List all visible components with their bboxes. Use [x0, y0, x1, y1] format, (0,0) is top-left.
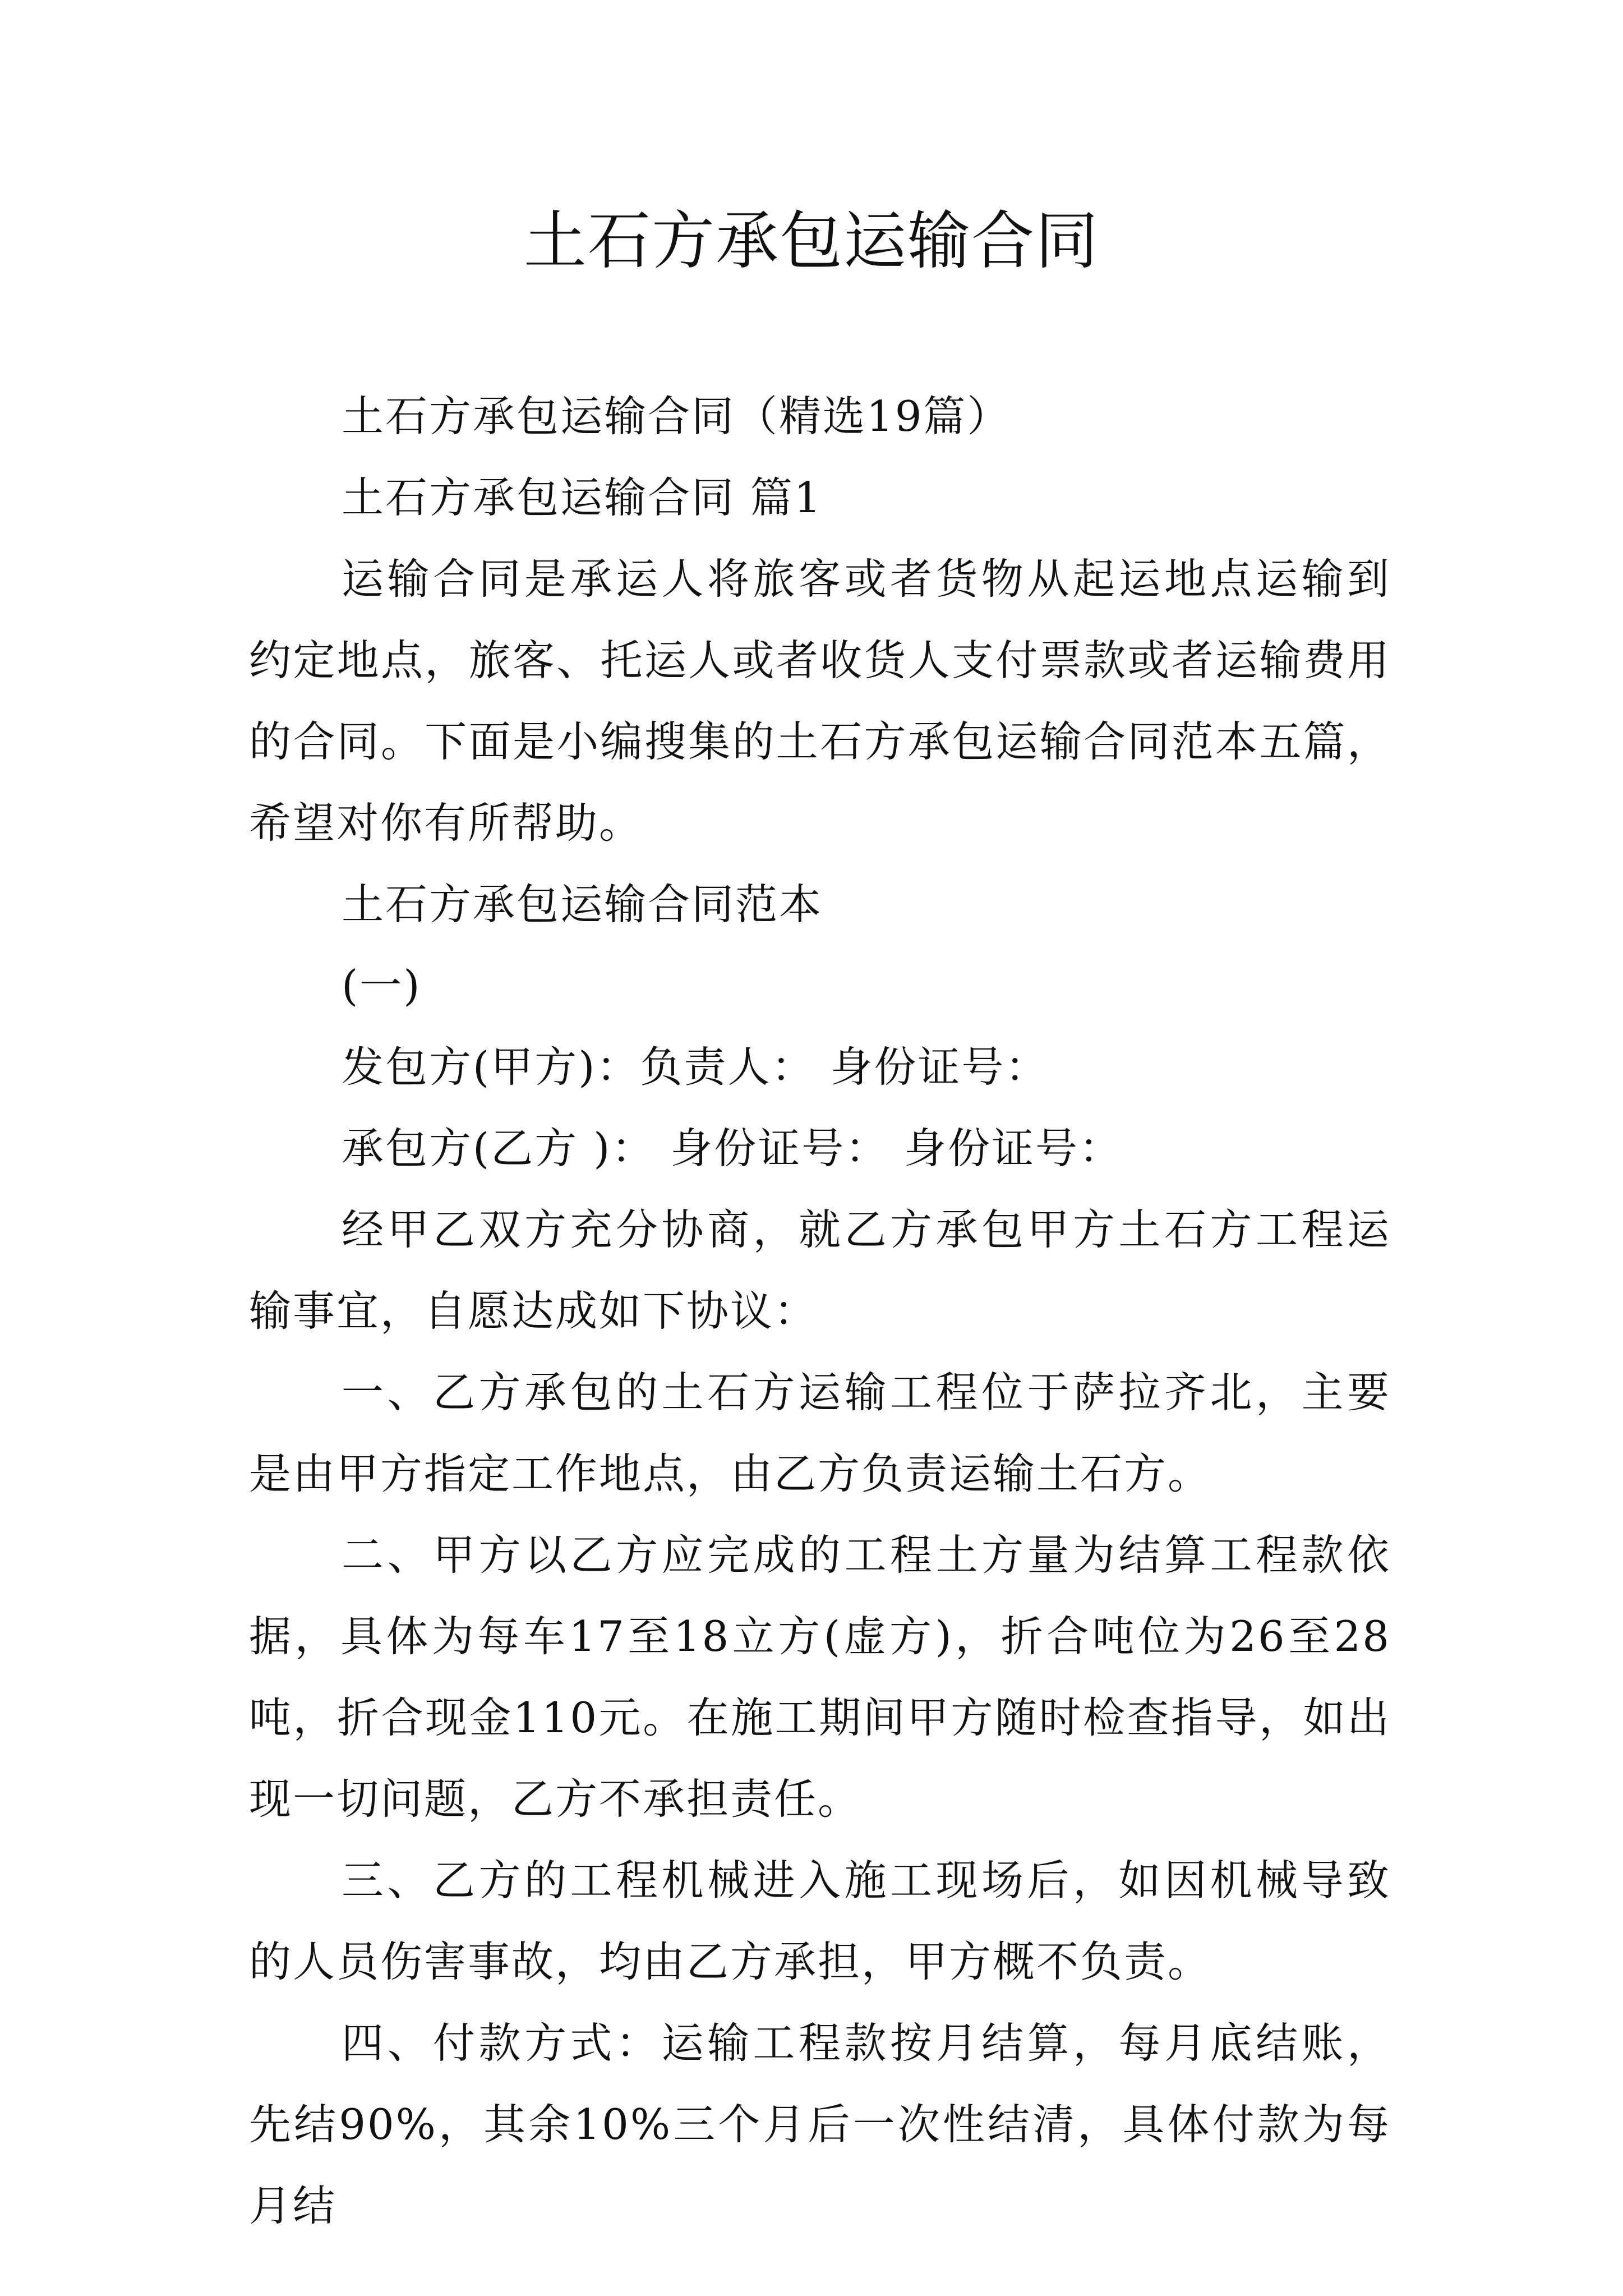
document-body [249, 376, 1391, 2247]
document-title: 土石方承包运输合同 [524, 205, 1099, 278]
paragraph-party-b: 承包方(乙方 )： 身份证号： 身份证号： [342, 1124, 1123, 1173]
paragraph-chapter-heading: 土石方承包运输合同 篇1 [342, 473, 823, 522]
paragraph-clause-2: 二、甲方以乙方应完成的工程土方量为结算工程款依据，具体为每车17至18立方(虚方)，折合吨位为26至28吨，折合现金110元。在施工期间甲方随时检查指导，如出现一切问题，乙方不承担责任。 [249, 1530, 1391, 1824]
paragraph-intro: 运输合同是承运人将旅客或者货物从起运地点运输到约定地点，旅客、托运人或者收货人支付票款或者运输费用的合同。下面是小编搜集的土石方承包运输合同范本五篇，希望对你有所帮助。 [249, 554, 1391, 848]
paragraph-agreement-preamble: 经甲乙双方充分协商，就乙方承包甲方土石方工程运输事宜，自愿达成如下协议： [249, 1205, 1391, 1336]
paragraph-template-heading: 土石方承包运输合同范本 [342, 880, 823, 929]
paragraph-section-number: (一) [342, 961, 422, 1010]
paragraph-clause-1: 一、乙方承包的土石方运输工程位于萨拉齐北，主要是由甲方指定工作地点，由乙方负责运输土石方。 [249, 1368, 1391, 1498]
paragraph-clause-3: 三、乙方的工程机械进入施工现场后，如因机械导致的人员伤害事故，均由乙方承担，甲方概不负责。 [249, 1856, 1391, 1986]
paragraph-subtitle: 土石方承包运输合同（精选19篇） [342, 392, 1011, 441]
paragraph-party-a: 发包方(甲方)：负责人： 身份证号： [342, 1042, 1049, 1092]
paragraph-clause-4: 四、付款方式：运输工程款按月结算，每月底结账，先结90%，其余10%三个月后一次性结清，具体付款为每月结 [249, 2018, 1391, 2230]
